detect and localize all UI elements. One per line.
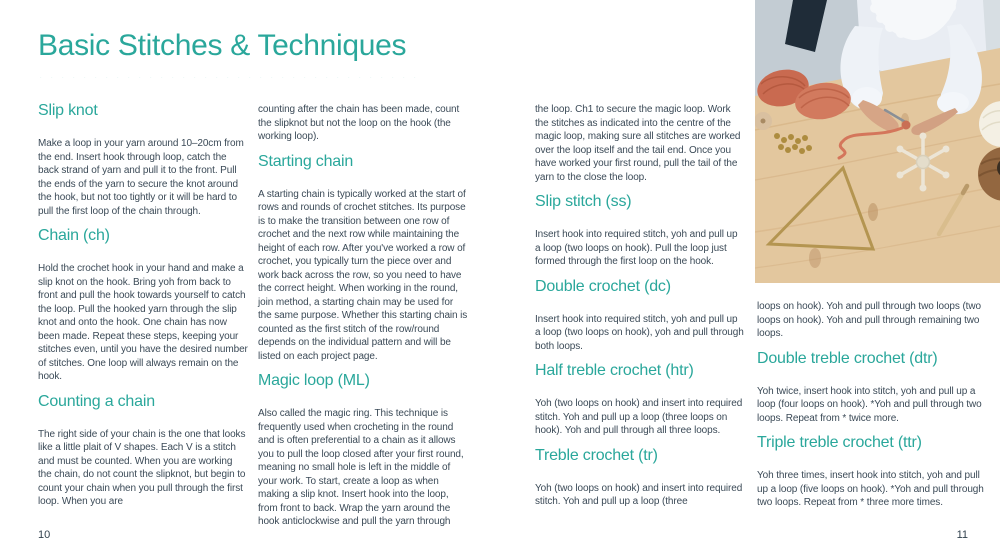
section-heading-half-treble: Half treble crochet (htr) [535, 362, 694, 379]
wavy-underline [757, 455, 909, 462]
column-4 [757, 300, 989, 518]
section-heading-triple-treble: Triple treble crochet (ttr) [757, 434, 922, 451]
section-body-counting-a-chain: The right side of your chain is the one that looks like a little plait of V shapes. Each V is a stitch and must be counted. When you are working the chain, do not count the slipknot, but begin to count your chain when you pull through the first loop. When you are [38, 428, 246, 507]
section-body-double-crochet: Insert hook into required stitch, yoh and pull up a loop (two loops on hook), yoh and pull through both loops. [535, 313, 744, 352]
section-triple-treble [757, 433, 989, 510]
section-double-treble [757, 349, 989, 426]
wavy-underline [38, 414, 142, 421]
column-3 [535, 103, 745, 517]
section-body-slip-knot: Make a loop in your yarn around 10–20cm from the end. Insert hook through loop, catch the back strand of yarn and pull it to the front. Pull the ends of the yarn to secure the knot around the hook, but not too tightly or it will be hard to pull the first loop of the chain through. [38, 138, 244, 217]
section-double-crochet [535, 277, 745, 354]
section-body-magic-loop: Also called the magic ring. This technique is frequently used when crocheting in the round and is often preferential to a chain as it allows you to pull the loop closed after your first round, meaning no small hole is left in the middle of your work. To start, create a loop as when making a slip knot. Insert hook into the loop, from front to back. Wrap the yarn around the hook anticlockwise and pull the yarn through [258, 408, 464, 527]
section-counting-a-chain [38, 392, 248, 509]
section-heading-chain: Chain (ch) [38, 227, 110, 244]
wavy-underline [757, 371, 915, 378]
section-slip-knot [38, 101, 248, 218]
wavy-underline [535, 383, 673, 390]
section-slip-stitch [535, 192, 745, 269]
section-heading-magic-loop: Magic loop (ML) [258, 372, 370, 389]
section-heading-counting-a-chain: Counting a chain [38, 392, 155, 410]
wavy-underline [535, 214, 617, 221]
section-heading-double-treble: Double treble crochet (dtr) [757, 349, 938, 367]
wavy-underline [258, 393, 358, 400]
section-body-magic-loop-continued: the loop. Ch1 to secure the magic loop. Work the stitches as indicated into the centre of the magic loop, making sure all stitches are worked over the loop itself and the tail end. Once you have worked your first round, pull the tail of the yarn to the close the loop. [535, 104, 741, 183]
section-magic-loop [258, 371, 468, 529]
wavy-underline [258, 174, 332, 181]
wavy-underline [38, 248, 96, 255]
column-1 [38, 101, 248, 517]
section-chain [38, 226, 248, 384]
section-heading-slip-stitch: Slip stitch (ss) [535, 193, 632, 210]
section-body-treble-continued: loops on hook). Yoh and pull through two loops (two loops on hook). Yoh and pull through remaining two loops. [757, 301, 981, 339]
section-starting-chain [258, 152, 468, 364]
section-body-counting-a-chain-continued: counting after the chain has been made, count the slipknot but not the loop on the hook (the working loop). [258, 104, 460, 142]
section-body-slip-stitch: Insert hook into required stitch, yoh and pull up a loop (two loops on hook). Pull the loop just formed through the first loop on the hook. [535, 229, 738, 267]
page-number-left: 10 [38, 529, 51, 541]
section-body-double-treble: Yoh twice, insert hook into stitch, yoh and pull up a loop (four loops on hook). *Yoh and pull through two loops. Repeat from * twice more. [757, 385, 982, 424]
section-heading-slip-knot: Slip knot [38, 102, 98, 119]
section-half-treble [535, 361, 745, 438]
section-body-half-treble: Yoh (two loops on hook) and insert into required stitch. Yoh and pull up a loop (three loops on hook). Yoh and pull through all three loops. [535, 398, 743, 436]
section-body-chain: Hold the crochet hook in your hand and make a slip knot on the hook. Bring yoh from back to front and pull the hook towards yourself to catch the loop. Pull the hooked yarn through the slip knot and onto the hook. One chain has now been made. Repeat these steps, keeping your stitches even, until you have the desired number of stitches. One loop will always remain on the hook. [38, 263, 248, 382]
photo-illustration [755, 0, 1000, 283]
wavy-underline [38, 123, 90, 130]
section-body-starting-chain: A starting chain is typically worked at the start of rows and rounds of crochet stitches. Its purpose is to make the transition between one row of crochet and the next row while maintaining the height of each row. After you've worked a row of crochet, you typically turn the piece over and work back across the row, so you need to have the correct height. When working in the round, join method, a starting chain may be used for the same purpose. Whether this starting chain is counted as the first stitch of the row/round depends on the individual pattern and will be listed on each project page. [258, 188, 468, 362]
section-treble [535, 446, 745, 509]
title-wavy-underline [38, 71, 426, 78]
section-body-treble: Yoh (two loops on hook) and insert into required stitch. Yoh and pull up a loop (three [535, 482, 743, 507]
photo-crochet-table [755, 0, 1000, 283]
wavy-underline [535, 299, 653, 306]
page-number-right: 11 [956, 529, 968, 541]
column-2 [258, 103, 468, 537]
section-body-triple-treble: Yoh three times, insert hook into stitch, yoh and pull up a loop (five loops on hook). *Yoh and pull through two loops. Repeat from * three more times. [757, 470, 984, 508]
page-title: Basic Stitches & Techniques [38, 29, 407, 62]
section-heading-double-crochet: Double crochet (dc) [535, 277, 671, 295]
section-heading-treble: Treble crochet (tr) [535, 446, 658, 464]
section-heading-starting-chain: Starting chain [258, 152, 354, 170]
wavy-underline [535, 468, 631, 475]
